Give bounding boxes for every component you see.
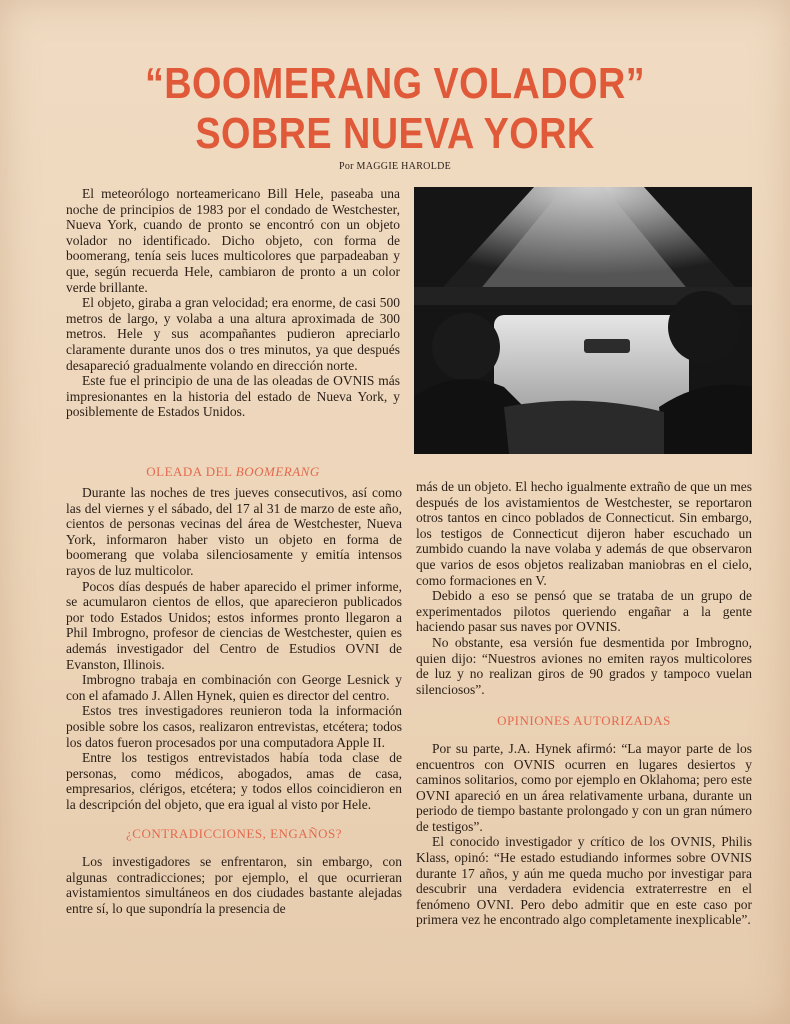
byline: Por MAGGIE HAROLDE — [338, 161, 452, 172]
body-paragraph: Por su parte, J.A. Hynek afirmó: “La mayor parte de los encuentros con OVNIS ocurren en lugares desiertos y caminos solitarios, como por ejemplo en Oklahoma; pero este OVNI apareció en un área relativamente urbana, durante un periodo de tiempo bastante prolongado y con un gran número de testigos”. — [416, 740, 752, 834]
body-paragraph: Debido a eso se pensó que se trataba de un grupo de experimentados pilotos queriendo engañar a la gente haciendo pasar sus naves por OVNIS. — [416, 588, 752, 635]
column-3 — [416, 479, 752, 928]
body-paragraph: Los investigadores se enfrentaron, sin embargo, con algunas contradicciones; por ejemplo, el que ocurrieran avistamientos simultáneos en dos ciudades bastante alejadas entre sí, lo que supondría la presencia de — [66, 854, 402, 916]
photo-illustration — [414, 187, 752, 454]
body-paragraph: Estos tres investigadores reunieron toda la información posible sobre los casos, realizaron entrevistas, etcétera; todos los datos fueron procesados por una computadora Apple II. — [66, 703, 402, 750]
body-paragraph: más de un objeto. El hecho igualmente extraño de que un mes después de los avistamientos de Westchester, se reportaron otros tantos en cinco poblados de Connecticut. Sin embargo, los testigos de Connecticut dijeron haber escuchado un zumbido cuando la nave volaba y además de que observaron que varios de esos objetos realizaban maniobras en el cielo, como formaciones en V. — [416, 479, 752, 588]
body-paragraph: Entre los testigos entrevistados había toda clase de personas, como médicos, abogados, amas de casa, empresarios, clérigos, etcétera; y todos ellos coincidieron en la descripción del objeto, que era igual al visto por Hele. — [66, 750, 402, 812]
section-heading-contradicciones: ¿CONTRADICCIONES, ENGAÑOS? — [126, 826, 342, 842]
section-heading-text: OLEADA DEL — [146, 464, 236, 479]
section-heading-italic: BOOMERANG — [235, 464, 320, 479]
intro-paragraph: Este fue el principio de una de las oleadas de OVNIS más impresionantes en la historia del estado de Nueva York, y posiblemente de Estados Unidos. — [66, 373, 400, 420]
body-paragraph: Durante las noches de tres jueves consecutivos, así como las del viernes y el sábado, del 17 al 31 de marzo de este año, cientos de personas vecinas del área de Westchester, Nueva York, informaron haber visto un objeto en forma de boomerang que volaba silenciosamente y emitía intensos rayos de luz multicolor. — [66, 485, 402, 578]
article-title-line-2: SOBRE NUEVA YORK — [195, 109, 595, 158]
body-paragraph: El conocido investigador y crítico de los OVNIS, Philis Klass, opinó: “He estado estudiando informes sobre OVNIS durante 17 años, y aún me queda mucho por investigar para descubrir una verdadera evidencia extraterrestre en el fenómeno OVNI. Pero debo admitir que en este caso por primera vez he encontrado algo completamente inexplicable”. — [416, 834, 752, 928]
article-title-line-1: “BOOMERANG VOLADOR” — [144, 59, 646, 108]
car-interior-photo — [414, 187, 752, 454]
intro-paragraph: El objeto, giraba a gran velocidad; era enorme, de casi 500 metros de largo, y volaba a una altura aproximada de 300 metros. Hele y sus acompañantes pudieron apreciarlo claramente durante unos dos o tres minutos, ya que después desapareció gradualmente volando en dirección norte. — [66, 295, 400, 373]
intro-column — [66, 186, 400, 420]
intro-paragraph: El meteorólogo norteamericano Bill Hele, paseaba una noche de principios de 1983 por el condado de Westchester, Nueva York, cuando de pronto se encontró con un objeto volador no identificado. Dicho objeto, con forma de boomerang, tenía seis luces multicolores que parpadeaban y que, según recuerda Hele, cambiaron de pronto a un color verde brillante. — [66, 186, 400, 295]
column-2 — [66, 485, 402, 916]
body-paragraph: Pocos días después de haber aparecido el primer informe, se acumularon cientos de ellos, que aparecieron publicados por todo Estados Unidos; estos informes pronto llegaron a Phil Imbrogno, profesor de ciencias de Westchester, quien es además investigador del Centro de Estudios OVNI de Evanston, Illinois. — [66, 578, 402, 672]
section-heading-oleada — [66, 464, 400, 480]
section-heading-opiniones: OPINIONES AUTORIZADAS — [497, 713, 671, 729]
body-paragraph: No obstante, esa versión fue desmentida por Imbrogno, quien dijo: “Nuestros aviones no emiten rayos multicolores de luz y no realizan giros de 90 grados y tampoco vuelan silenciosos”. — [416, 634, 752, 697]
body-paragraph: Imbrogno trabaja en combinación con George Lesnick y con el afamado J. Allen Hynek, quien es director del centro. — [66, 672, 402, 703]
